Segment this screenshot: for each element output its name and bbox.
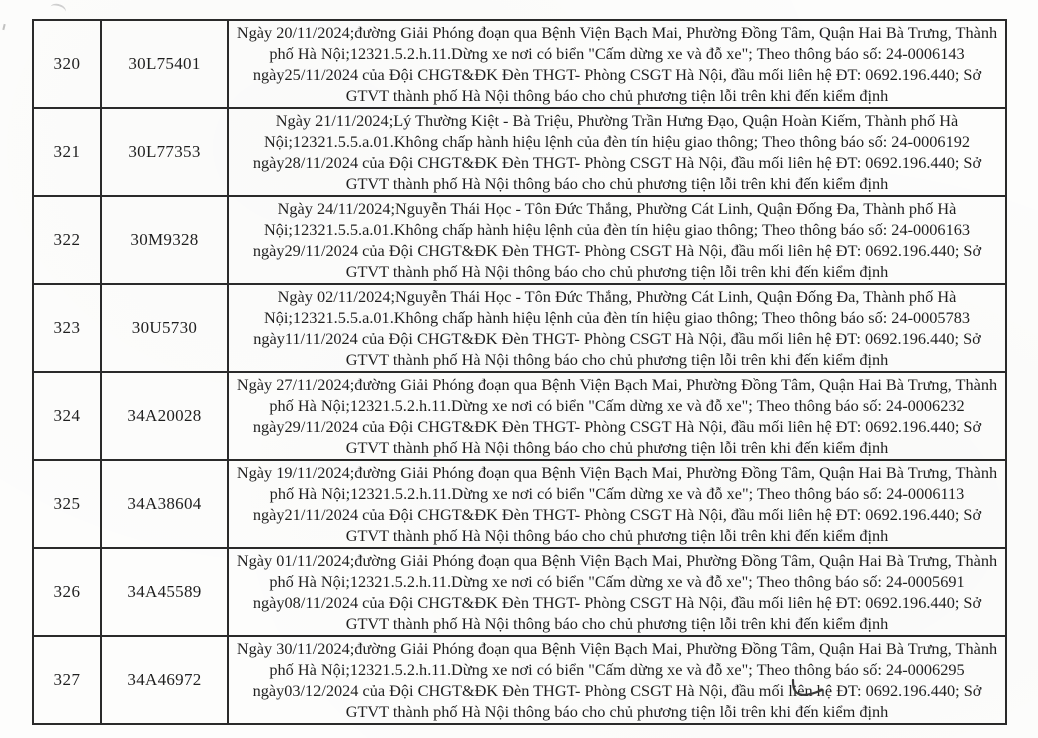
plate-number: 34A46972 xyxy=(127,670,202,689)
violation-description-cell xyxy=(228,284,1006,372)
row-number-cell xyxy=(33,20,101,108)
row-number: 322 xyxy=(53,230,81,249)
row-number: 321 xyxy=(53,142,81,161)
violation-description-cell xyxy=(228,196,1006,284)
plate-number-cell xyxy=(101,20,228,108)
plate-number-cell xyxy=(101,196,228,284)
row-number-cell xyxy=(33,196,101,284)
violation-description: Ngày 24/11/2024;Nguyễn Thái Học - Tôn Đức Thắng, Phường Cát Linh, Quận Đống Đa, Thành phố Hà Nội;12321.5.5.a.01.Không chấp hành hiệu lệnh của đèn tín hiệu giao thông; Theo thông báo số: 24-0006163 ngày29/11/2024 của Đội CHGT&ĐK Đèn THGT- Phòng CSGT Hà Nội, đầu mối liên hệ ĐT: 0692.196.440; Sở GTVT thành phố Hà Nội thông báo cho chủ phương tiện lỗi trên khi đến kiểm định xyxy=(252,199,982,281)
table-row xyxy=(33,636,1006,724)
table-row xyxy=(33,284,1006,372)
row-number: 320 xyxy=(53,54,81,73)
row-number-cell xyxy=(33,460,101,548)
plate-number-cell xyxy=(101,108,228,196)
plate-number: 30M9328 xyxy=(130,230,199,249)
table-row xyxy=(33,372,1006,460)
row-number: 323 xyxy=(53,318,81,337)
plate-number: 30L75401 xyxy=(128,54,201,73)
violation-description: Ngày 19/11/2024;đường Giải Phóng đoạn qua Bệnh Viện Bạch Mai, Phường Đồng Tâm, Quận Hai Bà Trưng, Thành phố Hà Nội;12321.5.2.h.11.Dừng xe nơi có biển "Cấm dừng xe và đỗ xe"; Theo thông báo số: 24-0006113 ngày21/11/2024 của Đội CHGT&ĐK Đèn THGT- Phòng CSGT Hà Nội, đầu mối liên hệ ĐT: 0692.196.440; Sở GTVT thành phố Hà Nội thông báo cho chủ phương tiện lỗi trên khi đến kiểm định xyxy=(236,463,998,545)
plate-number: 34A45589 xyxy=(127,582,202,601)
violation-description: Ngày 30/11/2024;đường Giải Phóng đoạn qua Bệnh Viện Bạch Mai, Phường Đồng Tâm, Quận Hai Bà Trưng, Thành phố Hà Nội;12321.5.2.h.11.Dừng xe nơi có biển "Cấm dừng xe và đỗ xe"; Theo thông báo số: 24-0006295 ngày03/12/2024 của Đội CHGT&ĐK Đèn THGT- Phòng CSGT Hà Nội, đầu mối liên hệ ĐT: 0692.196.440; Sở GTVT thành phố Hà Nội thông báo cho chủ phương tiện lỗi trên khi đến kiểm định xyxy=(236,639,998,721)
scan-smudge-artifact xyxy=(49,2,68,17)
plate-number-cell xyxy=(101,636,228,724)
violation-description: Ngày 20/11/2024;đường Giải Phóng đoạn qua Bệnh Viện Bạch Mai, Phường Đồng Tâm, Quận Hai Bà Trưng, Thành phố Hà Nội;12321.5.2.h.11.Dừng xe nơi có biển "Cấm dừng xe và đỗ xe"; Theo thông báo số: 24-0006143 ngày25/11/2024 của Đội CHGT&ĐK Đèn THGT- Phòng CSGT Hà Nội, đầu mối liên hệ ĐT: 0692.196.440; Sở GTVT thành phố Hà Nội thông báo cho chủ phương tiện lỗi trên khi đến kiểm định xyxy=(236,23,998,105)
table-body xyxy=(33,20,1006,724)
plate-number: 30L77353 xyxy=(128,142,201,161)
plate-number-cell xyxy=(101,548,228,636)
pen-mark-icon xyxy=(789,679,825,701)
table-row xyxy=(33,20,1006,108)
table-row xyxy=(33,196,1006,284)
row-number-cell xyxy=(33,548,101,636)
row-number: 326 xyxy=(53,582,81,601)
violation-description: Ngày 02/11/2024;Nguyễn Thái Học - Tôn Đức Thắng, Phường Cát Linh, Quận Đống Đa, Thành phố Hà Nội;12321.5.5.a.01.Không chấp hành hiệu lệnh của đèn tín hiệu giao thông; Theo thông báo số: 24-0005783 ngày11/11/2024 của Đội CHGT&ĐK Đèn THGT- Phòng CSGT Hà Nội, đầu mối liên hệ ĐT: 0692.196.440; Sở GTVT thành phố Hà Nội thông báo cho chủ phương tiện lỗi trên khi đến kiểm định xyxy=(253,287,981,369)
row-number-cell xyxy=(33,636,101,724)
plate-number-cell xyxy=(101,372,228,460)
plate-number-cell xyxy=(101,284,228,372)
plate-number-cell xyxy=(101,460,228,548)
violation-description-cell xyxy=(228,460,1006,548)
plate-number: 30U5730 xyxy=(131,318,198,337)
table-row xyxy=(33,108,1006,196)
violation-description: Ngày 27/11/2024;đường Giải Phóng đoạn qua Bệnh Viện Bạch Mai, Phường Đồng Tâm, Quận Hai Bà Trưng, Thành phố Hà Nội;12321.5.2.h.11.Dừng xe nơi có biển "Cấm dừng xe và đỗ xe"; Theo thông báo số: 24-0006232 ngày29/11/2024 của Đội CHGT&ĐK Đèn THGT- Phòng CSGT Hà Nội, đầu mối liên hệ ĐT: 0692.196.440; Sở GTVT thành phố Hà Nội thông báo cho chủ phương tiện lỗi trên khi đến kiểm định xyxy=(236,375,998,457)
violation-description-cell xyxy=(228,108,1006,196)
violation-description-cell xyxy=(228,548,1006,636)
row-number: 327 xyxy=(53,670,81,689)
row-number: 324 xyxy=(53,406,81,425)
plate-number: 34A20028 xyxy=(127,406,202,425)
violation-description-cell xyxy=(228,636,1006,724)
row-number-cell xyxy=(33,108,101,196)
row-number-cell xyxy=(33,372,101,460)
plate-number: 34A38604 xyxy=(127,494,202,513)
scan-speck-artifact xyxy=(2,24,5,30)
table-row xyxy=(33,460,1006,548)
row-number-cell xyxy=(33,284,101,372)
row-number: 325 xyxy=(53,494,81,513)
violation-description: Ngày 01/11/2024;đường Giải Phóng đoạn qua Bệnh Viện Bạch Mai, Phường Đồng Tâm, Quận Hai Bà Trưng, Thành phố Hà Nội;12321.5.2.h.11.Dừng xe nơi có biển "Cấm dừng xe và đỗ xe"; Theo thông báo số: 24-0005691 ngày08/11/2024 của Đội CHGT&ĐK Đèn THGT- Phòng CSGT Hà Nội, đầu mối liên hệ ĐT: 0692.196.440; Sở GTVT thành phố Hà Nội thông báo cho chủ phương tiện lỗi trên khi đến kiểm định xyxy=(236,551,998,633)
violation-table xyxy=(32,19,1007,725)
table-row xyxy=(33,548,1006,636)
violation-description: Ngày 21/11/2024;Lý Thường Kiệt - Bà Triệu, Phường Trần Hưng Đạo, Quận Hoàn Kiếm, Thành phố Hà Nội;12321.5.5.a.01.Không chấp hành hiệu lệnh của đèn tín hiệu giao thông; Theo thông báo số: 24-0006192 ngày28/11/2024 của Đội CHGT&ĐK Đèn THGT- Phòng CSGT Hà Nội, đầu mối liên hệ ĐT: 0692.196.440; Sở GTVT thành phố Hà Nội thông báo cho chủ phương tiện lỗi trên khi đến kiểm định xyxy=(252,111,982,193)
violation-description-cell xyxy=(228,372,1006,460)
violation-description-cell xyxy=(228,20,1006,108)
